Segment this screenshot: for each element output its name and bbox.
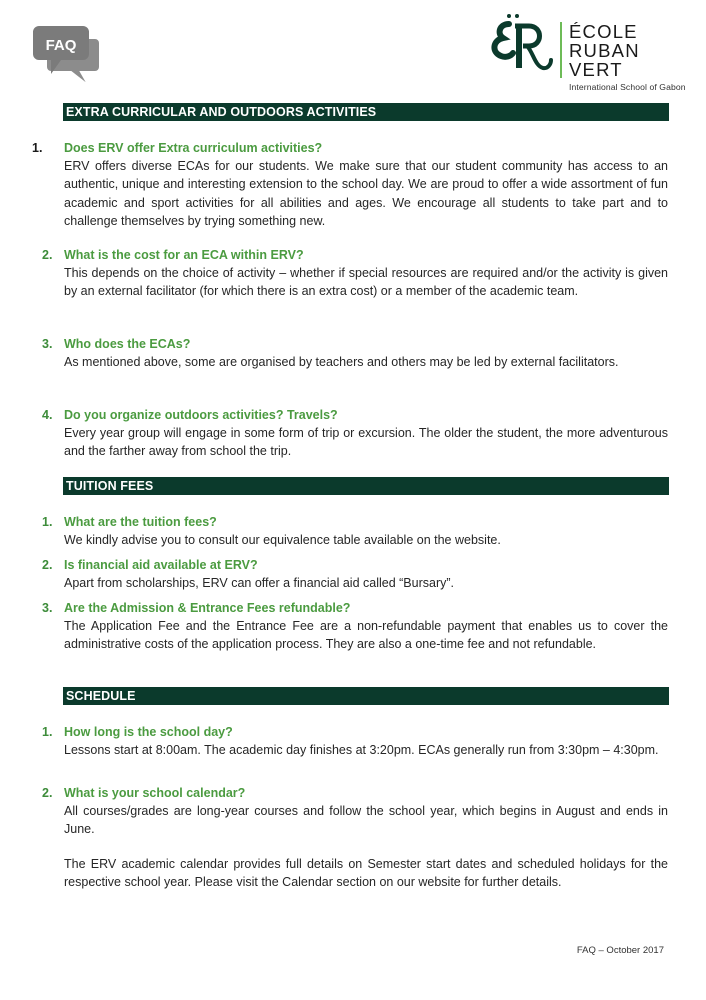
item-number: 4. bbox=[42, 408, 53, 422]
faq-answer: Apart from scholarships, ERV can offer a financial aid called “Bursary”. bbox=[64, 576, 454, 590]
faq-badge-text: FAQ bbox=[45, 37, 77, 54]
item-number: 3. bbox=[42, 337, 53, 351]
page-footer: FAQ – October 2017 bbox=[576, 945, 664, 956]
section-header-extra-curricular: EXTRA CURRICULAR AND OUTDOORS ACTIVITIES bbox=[63, 103, 669, 121]
faq-answer: As mentioned above, some are organised by teachers and others may be led by external facilitators. bbox=[64, 355, 619, 369]
item-number: 3. bbox=[42, 601, 53, 615]
item-number: 2. bbox=[42, 786, 53, 800]
item-number: 1. bbox=[32, 141, 43, 155]
school-logo bbox=[489, 10, 689, 92]
logo-text bbox=[569, 22, 689, 92]
item-number: 2. bbox=[42, 558, 53, 572]
faq-answer: Every year group will engage in some form of trip or excursion. The older the student, the more adventurous and the farther away from school the trip. bbox=[64, 426, 668, 459]
calendar-details-paragraph: The ERV academic calendar provides full details on Semester start dates and scheduled holidays for the respective school year. Please visit the Calendar section on our website for further details. bbox=[64, 857, 668, 890]
item-number: 1. bbox=[42, 725, 53, 739]
section-header-schedule: SCHEDULE bbox=[63, 687, 669, 705]
faq-answer: Lessons start at 8:00am. The academic day finishes at 3:20pm. ECAs generally run from 3:30pm – 4:30pm. bbox=[64, 743, 659, 757]
item-number: 1. bbox=[42, 515, 53, 529]
logo-line-ruban-vert: RUBAN VERT bbox=[569, 40, 640, 80]
faq-question: What is your school calendar? bbox=[64, 786, 246, 800]
faq-answer: All courses/grades are long-year courses and follow the school year, which begins in August and ends in June. bbox=[64, 804, 668, 837]
faq-question: Are the Admission & Entrance Fees refundable? bbox=[64, 601, 351, 615]
faq-question: What is the cost for an ECA within ERV? bbox=[64, 248, 304, 262]
faq-speech-bubble-icon bbox=[33, 24, 101, 88]
logo-line-ecole: ÉCOLE bbox=[569, 21, 638, 42]
faq-question: Who does the ECAs? bbox=[64, 337, 191, 351]
faq-question: Does ERV offer Extra curriculum activities? bbox=[64, 141, 323, 155]
item-number: 2. bbox=[42, 248, 53, 262]
faq-question: Do you organize outdoors activities? Travels? bbox=[64, 408, 338, 422]
faq-question: Is financial aid available at ERV? bbox=[64, 558, 258, 572]
faq-answer: ERV offers diverse ECAs for our students. We make sure that our student community has access to an authentic, unique and interesting extension to the school day. We are proud to offer a wide assortment of fun academic and sport activities for all abilities and ages. We encourage all students to take part and to challenge themselves by trying something new. bbox=[64, 159, 668, 228]
faq-answer: This depends on the choice of activity – whether if special resources are required and/or the activity is given by an external facilitator (for which there is an extra cost) or a member of the academic team. bbox=[64, 266, 668, 299]
section-header-tuition-fees: TUITION FEES bbox=[63, 477, 669, 495]
faq-question: How long is the school day? bbox=[64, 725, 233, 739]
faq-question: What are the tuition fees? bbox=[64, 515, 217, 529]
faq-answer: We kindly advise you to consult our equivalence table available on the website. bbox=[64, 533, 501, 547]
logo-divider bbox=[560, 22, 562, 78]
faq-answer: The Application Fee and the Entrance Fee are a non-refundable payment that enables us to cover the administrative costs of the application process. They are also a one-time fee and not refundable. bbox=[64, 619, 668, 652]
logo-tagline: International School of Gabon bbox=[569, 82, 686, 92]
erv-monogram-icon bbox=[489, 10, 555, 76]
